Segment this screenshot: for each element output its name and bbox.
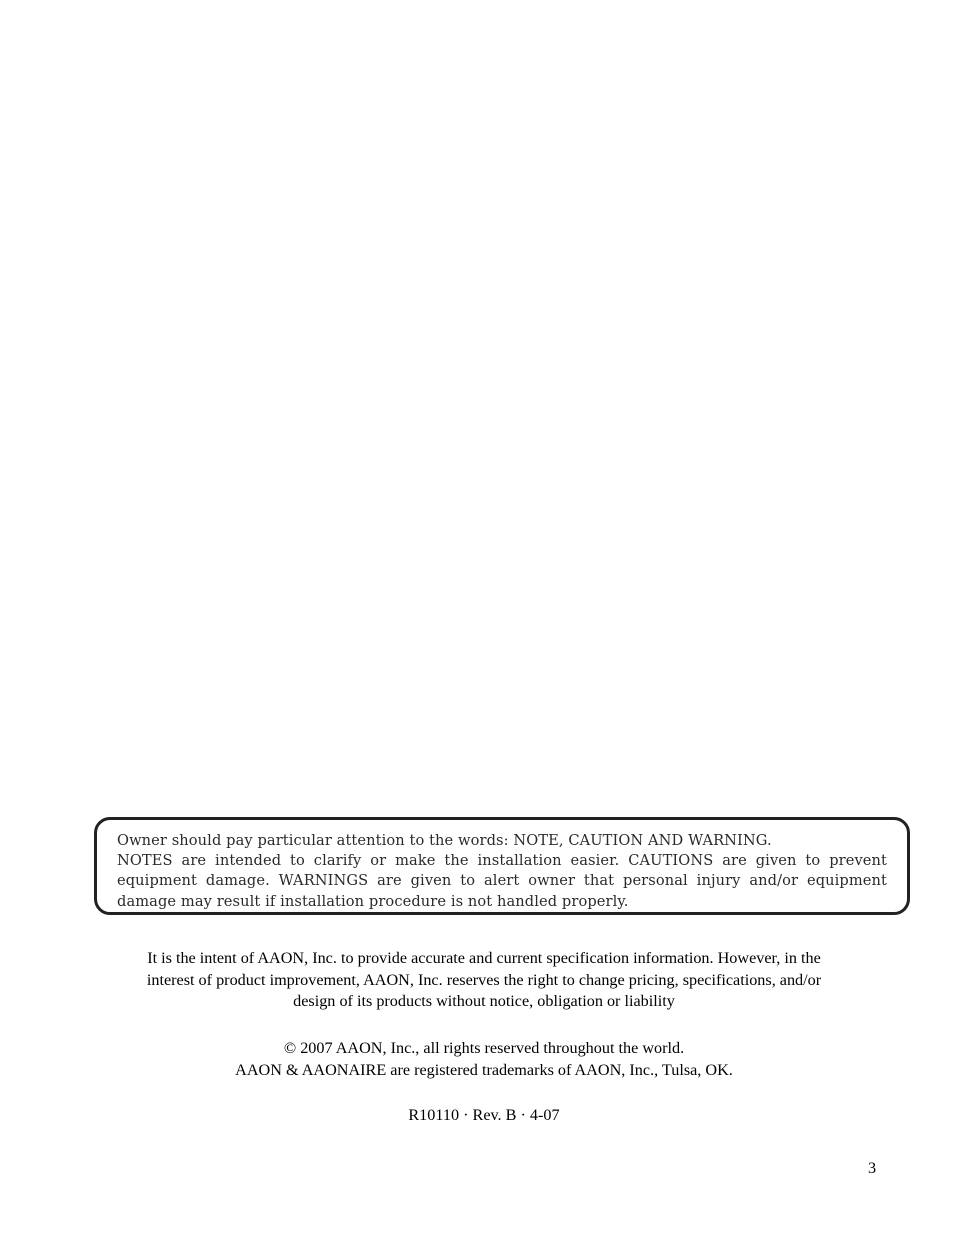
disclaimer-paragraph xyxy=(90,948,878,1013)
notice-line: equipment damage. WARNINGS are given to alert owner that personal injury and/or equipment xyxy=(117,872,887,890)
disclaimer-line: design of its products without notice, obligation or liability xyxy=(293,992,675,1010)
notice-line: damage may result if installation procedure is not handled properly. xyxy=(117,892,629,910)
notice-line: NOTES are intended to clarify or make the installation easier. CAUTIONS are given to prevent xyxy=(117,852,887,870)
page-number: 3 xyxy=(868,1159,877,1177)
copyright-notice xyxy=(90,1038,878,1081)
disclaimer-line: It is the intent of AAON, Inc. to provide accurate and current specification information. However, in the xyxy=(147,949,821,967)
revision-code: R10110 · Rev. B · 4-07 xyxy=(408,1106,560,1124)
trademark-line: AAON & AAONAIRE are registered trademarks of AAON, Inc., Tulsa, OK. xyxy=(235,1060,733,1079)
notice-line: Owner should pay particular attention to the words: NOTE, CAUTION AND WARNING. xyxy=(117,832,772,849)
owner-notice-box xyxy=(94,817,910,915)
copyright-line: © 2007 AAON, Inc., all rights reserved throughout the world. xyxy=(283,1039,685,1057)
disclaimer-line: interest of product improvement, AAON, Inc. reserves the right to change pricing, specifications, and/or xyxy=(146,970,822,989)
